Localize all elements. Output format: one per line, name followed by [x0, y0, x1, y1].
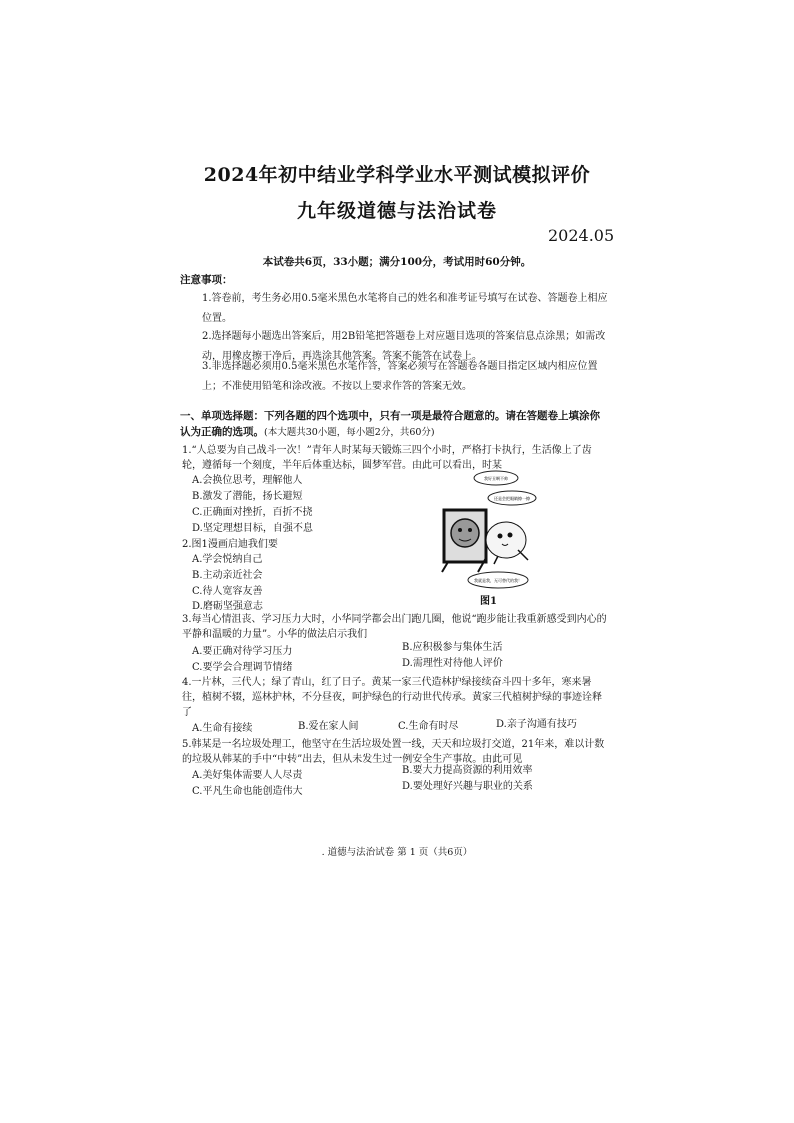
question-option: A.生命有接续 — [192, 723, 253, 734]
page-footer: . 道德与法治试卷 第 1 页（共6页） — [321, 847, 473, 858]
question-option: B.爱在家人间 — [298, 721, 359, 732]
exam-date: 2024.05 — [548, 226, 615, 245]
question-option: D.磨砺坚强意志 — [192, 601, 263, 612]
question-option: C.平凡生命也能创造伟大 — [192, 786, 303, 797]
question-option: C.待人宽容友善 — [192, 586, 263, 597]
question-option: B.应积极参与集体生活 — [402, 642, 503, 653]
exam-info: 本试卷共6页，33小题；满分100分，考试用时60分钟。 — [262, 256, 532, 268]
question-option: A.要正确对待学习压力 — [192, 646, 293, 657]
question-option: A.美好集体需要人人尽责 — [192, 770, 303, 781]
question-option: C.生命有时尽 — [398, 721, 459, 732]
question-option: D.亲子沟通有技巧 — [496, 719, 577, 730]
question-stem: 1.“人总要为自己战斗一次！”青年人时某每天锻炼三四个小时，严格打卡执行，生活像上了齿轮，遵循每一个刻度，半年后体重达标，圆梦军营。由此可以看出，时某 — [182, 445, 592, 471]
section-title: 一、单项选择题：下列各题的四个选项中，只有一项是最符合题意的。请在答题卷上填涂你认为正确的选项。 — [180, 410, 600, 438]
section-heading — [180, 408, 610, 441]
question-option: B.要大力提高资源的利用效率 — [402, 765, 533, 776]
exam-subtitle: 九年级道德与法治试卷 — [296, 200, 497, 222]
note-item: 3.非选择题必须用0.5毫米黑色水笔作答，答案必须写在答题卷各题目指定区域内相应位置上；不准使用铅笔和涂改液。不按以上要求作答的答案无效。 — [202, 361, 598, 392]
cartoon-figure — [438, 468, 538, 596]
bubble-top-text: 我好丑啊不帅 — [484, 476, 508, 481]
question-option: C.要学会合理调节情绪 — [192, 662, 293, 673]
notes-title: 注意事项： — [180, 274, 233, 286]
question-stem: 5.韩某是一名垃圾处理工，他坚守在生活垃圾处置一线，天天和垃圾打交道，21年来，难以计数的垃圾从韩某的手中“中转”出去，但从未发生过一例安全生产事故。由此可见 — [182, 739, 605, 765]
question-option: B.主动亲近社会 — [192, 570, 263, 581]
question-option: C.正确面对挫折，百折不挠 — [192, 507, 313, 518]
question-option: D.坚定理想目标，自强不息 — [192, 523, 313, 534]
question-option: A.会换位思考，理解他人 — [192, 475, 303, 486]
question-stem: 4.一片林，三代人；绿了青山，红了日子。黄某一家三代造林护绿接续奋斗四十多年，寒来暑往，植树不辍，巡林护林，不分昼夜，呵护绿色的行动世代传承。黄家三代植树护绿的事迹诠释了 — [182, 677, 602, 718]
question-option: A.学会悦纳自己 — [192, 554, 263, 565]
exam-title: 2024年初中结业学科学业水平测试模拟评价 — [203, 164, 591, 186]
question-option: D.要处理好兴趣与职业的关系 — [402, 781, 533, 792]
note-item: 2.选择题每小题选出答案后，用2B铅笔把答题卷上对应题目选项的答案信息点涂黑；如需改动，用橡皮擦干净后，再选涂其他答案。答案不能答在试卷上。 — [202, 331, 606, 362]
section-subtitle: (本大题共30小题，每小题2分，共60分) — [264, 427, 435, 438]
bubble-bottom-text: 我就是我，无可替代的我！ — [474, 578, 522, 583]
question-stem: 2.图1漫画启迪我们要 — [182, 539, 278, 550]
bubble-mid-text: 还是会把眼睛擦一擦 — [494, 496, 530, 501]
question-stem: 3.每当心情沮丧、学习压力大时，小华同学都会出门跑几圈，他说“跑步能让我重新感受到内心的平静和温暖的力量”。小华的做法启示我们 — [182, 614, 607, 640]
question-option: D.需理性对待他人评价 — [402, 658, 503, 669]
note-item: 1.答卷前，考生务必用0.5毫米黑色水笔将自己的姓名和准考证号填写在试卷、答题卷上相应位置。 — [202, 293, 608, 324]
question-option: B.激发了潜能，扬长避短 — [192, 491, 303, 502]
figure-label: 图1 — [480, 596, 497, 607]
